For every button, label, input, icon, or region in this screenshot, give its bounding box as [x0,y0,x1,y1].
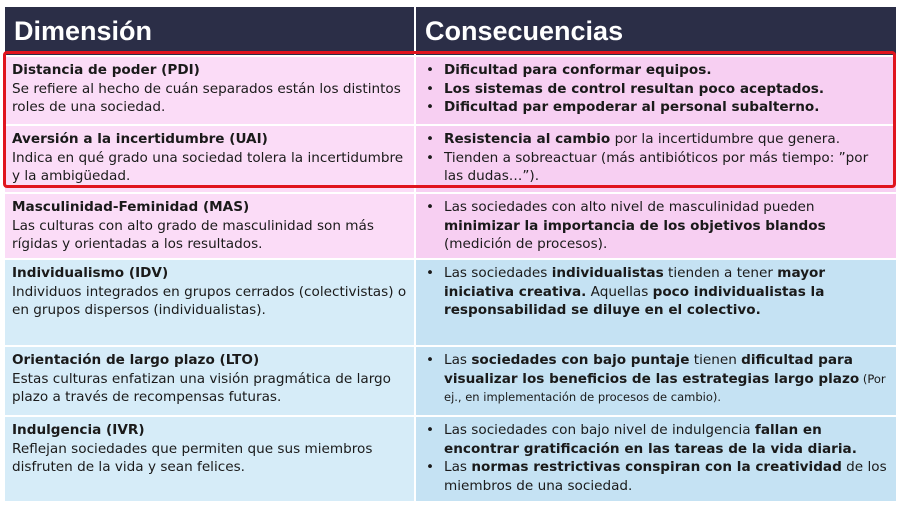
consequence-text-bold: dificultad para visualizar los beneficios de las estrategias largo plazo [444,352,860,387]
dimension-description: Estas culturas enfatizan una visión pragmática de largo plazo a través de recompensas futuras. [12,370,391,406]
bullet-icon: • [426,62,435,78]
bullet-icon: • [426,459,435,476]
bullet-icon: • [426,422,435,438]
dimension-cell [5,57,416,124]
consequence-text: por la incertidumbre que genera. [610,131,841,147]
table-row [5,55,896,124]
consequence-item [424,458,890,495]
consequences-list [424,130,890,186]
dimension-title: Orientación de largo plazo (LTO) [12,352,260,368]
consequence-text-bold: minimizar la importancia de los objetivos blandos [444,217,826,234]
consequences-cell [416,126,896,192]
dimension-title: Individualismo (IDV) [12,265,169,281]
consequence-item [424,130,890,149]
bullet-icon: • [426,199,435,215]
consequence-item [424,421,890,458]
dimension-description: Las culturas con alto grado de masculinidad son más rígidas y orientadas a los resultados. [12,217,374,253]
consequence-text: Las sociedades con alto nivel de masculinidad pueden [444,199,815,215]
dimension-title: Indulgencia (IVR) [12,422,145,438]
consequences-list [424,351,890,407]
consequence-text: Tienden a sobreactuar (más antibióticos por más tiempo: ”por las dudas…”). [444,149,869,185]
dimension-cell [5,260,416,345]
table-row [5,192,896,258]
consequence-text-bold: poco individualistas la responsabilidad se diluye en el colectivo. [444,283,825,319]
dimension-title: Masculinidad-Feminidad (MAS) [12,199,250,215]
consequence-text: Las sociedades [444,265,552,281]
bullet-icon: • [426,80,435,97]
consequence-text: Las [444,459,472,476]
consequence-text: de los miembros de una sociedad. [444,459,887,494]
consequence-text-bold: Los sistemas de control resultan poco aceptados. [444,80,825,97]
consequences-cell [416,194,896,258]
consequences-cell [416,417,896,501]
consequence-item [424,98,890,117]
bullet-icon: • [426,265,435,281]
table-row [5,345,896,415]
consequences-list [424,198,890,254]
consequence-item [424,351,890,407]
consequence-text: Las sociedades con bajo nivel de indulgencia [444,422,755,438]
dimension-cell [5,417,416,501]
dimension-cell [5,347,416,415]
dimension-title: Aversión a la incertidumbre (UAI) [12,131,268,147]
consequence-text: (Por ej., en implementación de procesos de cambio). [444,371,886,405]
consequence-text-bold: Dificultad par empoderar al personal subalterno. [444,99,820,116]
consequence-text-bold: mayor iniciativa creativa. [444,265,826,300]
dimension-description: Individuos integrados en grupos cerrados (colectivistas) o en grupos dispersos (individualistas). [12,283,407,319]
consequence-text: tienden a tener [663,265,778,281]
consequences-cell [416,260,896,345]
dimension-description: Reflejan sociedades que permiten que sus miembros disfruten de la vida y sean felices. [12,440,373,476]
dimension-cell [5,126,416,192]
consequence-text-bold: fallan en encontrar gratificación en las tareas de la vida diaria. [444,422,857,457]
consequence-text: Aquellas [586,283,653,300]
consequence-text-bold: individualistas [551,265,664,281]
dimension-description: Se refiere al hecho de cuán separados están los distintos roles de una sociedad. [12,80,401,116]
consequence-item [424,198,890,254]
consequence-item [424,149,890,186]
bullet-icon: • [426,149,435,166]
header-consequences: Consecuencias [425,16,624,46]
consequences-list [424,264,890,320]
table-row [5,124,896,192]
consequences-list [424,61,890,117]
dimensions-table [5,7,896,501]
dimension-description: Indica en qué grado una sociedad tolera la incertidumbre y la ambigüedad. [12,149,404,185]
consequence-text-bold: normas restrictivas conspiran con la creatividad [471,459,842,476]
bullet-icon: • [426,352,435,368]
consequence-text-bold: Dificultad para conformar equipos. [444,62,712,78]
header-dimension: Dimensión [5,7,416,55]
table-row [5,258,896,345]
consequence-text: tienen [689,352,742,368]
bullet-icon: • [426,131,435,147]
table-row [5,415,896,501]
consequences-cell [416,57,896,124]
consequences-cell [416,347,896,415]
consequence-text: (medición de procesos). [444,236,608,253]
consequence-item [424,80,890,99]
dimension-cell [5,194,416,258]
bullet-icon: • [426,99,435,116]
consequence-text-bold: sociedades con bajo puntaje [471,352,690,368]
consequence-item [424,264,890,320]
consequence-text: Las [444,352,472,368]
table-header [5,7,896,55]
consequence-text-bold: Resistencia al cambio [444,131,611,147]
consequence-item [424,61,890,80]
consequences-list [424,421,890,495]
dimension-title: Distancia de poder (PDI) [12,62,200,78]
